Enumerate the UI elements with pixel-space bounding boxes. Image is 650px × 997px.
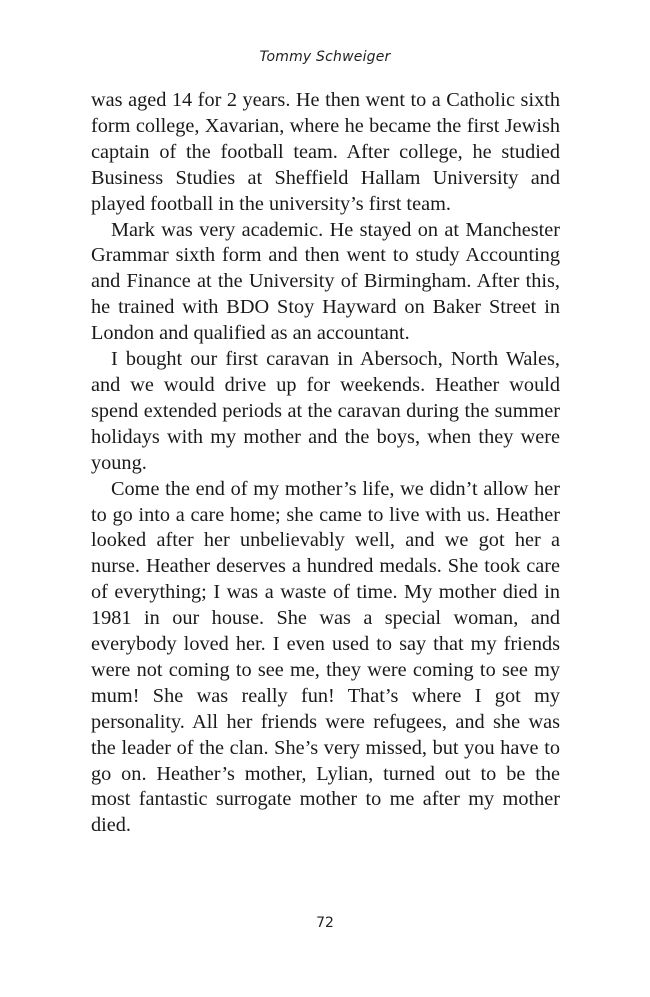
- paragraph-mark: Mark was very academic. He stayed on at Manchester Grammar sixth form and then went to study Accounting and Finance at the University of Birmingham. After this, he trained with BDO Stoy Hayward on Baker Street in London and qualified as an accountant.: [91, 218, 560, 345]
- body-text: [91, 88, 560, 839]
- paragraph-caravan: I bought our first caravan in Abersoch, North Wales, and we would drive up for weekends. Heather would spend extended periods at the caravan during the summer holidays with my mother and the boys, when they were young.: [91, 348, 560, 474]
- running-head: Tommy Schweiger: [259, 49, 391, 65]
- page-number: 72: [316, 915, 334, 931]
- paragraph-mother: Come the end of my mother’s life, we didn’t allow her to go into a care home; she came to live with us. Heather looked after her unbelievably well, and we got her a nurse. Heather deserves a hundred medals. She took care of everything; I was a waste of time. My mother died in 1981 in our house. She was a special woman, and everybody loved her. I even used to say that my friends were not coming to see me, they were coming to see my mum! She was really fun! That’s where I got my personality. All her friends were refugees, and she was the leader of the clan. She’s very missed, but you have to go on. Heather’s mother, Lylian, turned out to be the most fantastic surrogate mother to me after my mother died.: [91, 477, 560, 837]
- paragraph-continued: was aged 14 for 2 years. He then went to a Catholic sixth form college, Xavarian, where he became the first Jewish captain of the football team. After college, he studied Business Studies at Sheffield Hallam University and played football in the university’s first team.: [91, 89, 560, 215]
